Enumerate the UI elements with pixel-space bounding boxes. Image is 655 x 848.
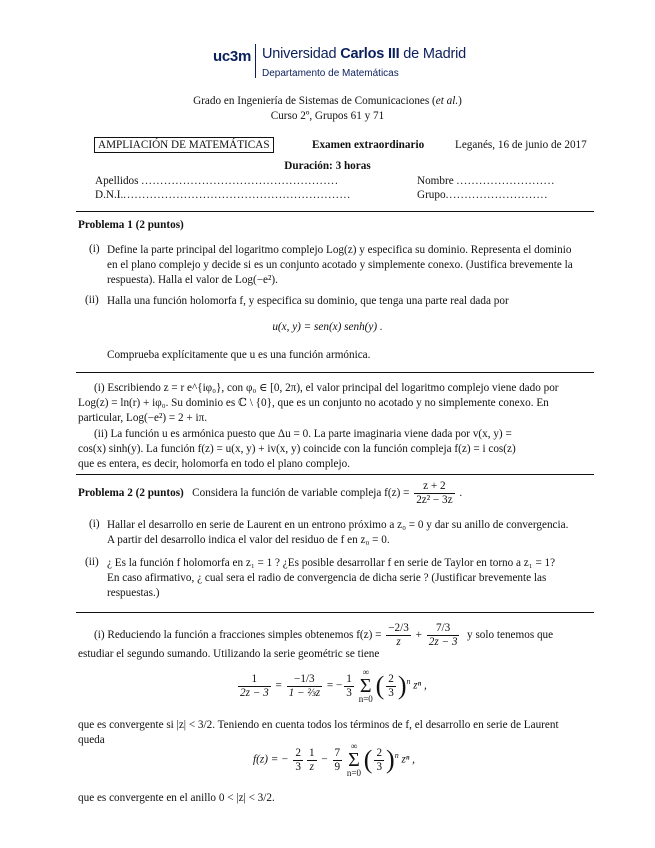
nombre-field: Nombre .......................... [417,175,556,187]
uc3m-logo: uc3m [213,48,251,65]
problem1-solution: (i) Escribiendo z = r e^{iφ₀}, con φ₀ ∈ [0, 2π), el valor principal del logaritmo complejo viene dado por Log(z) = ln(r) + iφ₀. Su dominio es ℂ \ {0}, que es un conjunto no acotado y no simplemente conexo. En particular, Log(−e²) = 2 + iπ. (ii) La función u es armónica puesto que Δu = 0. La parte imaginaria viene dada por v(x, y) = cos(x) sinh(y). La función f(z) = u(x, y) + iv(x, y) coincide con la función compleja f(z) = i cos(z) que es entera, es decir, holomorfa en todo el plano complejo. [78,382,559,470]
laurent-equation-2: f(z) = − $\frac{2}{3}$ $\frac{1}{z}$ − $\frac{7}{9}$ ∞ Σ n=0 ( $\frac{2}{3}$ )$^n$ zⁿ , [253,741,415,778]
problem1-ii-text: Halla una función holomorfa f, y especifica su dominio, que tenga una parte real dada por [107,295,509,307]
problem1-i-text: Define la parte principal del logaritmo complejo Log(z) y especifica su dominio. Representa el dominio en el plano complejo y decide si es un conjunto acotado y simplemente conexo. (Justifica brevemente la respuesta). Halla el valor de Log(−e²). [107,244,573,286]
dni-field: D.N.I............................................................. [95,189,352,201]
course-line: Curso 2º, Grupos 61 y 71 [270,110,385,122]
problem2-solution-c: que es convergente si |z| < 3/2. Teniendo en cuenta todos los términos de f, el desarrollo en serie de Laurent queda [78,719,559,746]
problem2-ii-label: (ii) [85,556,99,568]
subject-box: AMPLIACIÓN DE MATEMÁTICAS [94,137,274,153]
exam-type: Examen extraordinario [312,139,425,151]
problem2-function-fraction: $\frac{z + 2}{\text{2z² − 3z}}$ [416,480,453,506]
problem1-i-label: (i) [89,243,100,255]
degree-line: Grado en Ingeniería de Sistemas de Comunicaciones (et al.) [193,95,462,107]
problem1-ii-label: (ii) [85,294,99,306]
problem2-solution-e: que es convergente en el anillo 0 < |z| < 3/2. [78,792,275,804]
problem2-ii-text: ¿ Es la función f holomorfa en z₁ = 1 ? ¿Es posible desarrollar f en serie de Taylor en torno a z₁ = 1? En caso afirmativo, ¿ cual sera el radio de convergencia de dicha serie ? (Justificar brevemente las respuestas.) [107,557,556,599]
problem2-header: Problema 2 (2 puntos) Considera la función de variable compleja f(z) = $\frac{z + 2}{\text{2z² − 3z}}$ . [78,480,463,506]
problem1-check: Comprueba explícitamente que u es una función armónica. [107,349,371,361]
university-name: Universidad Carlos III de Madrid [262,46,466,62]
problem2-i-text: Hallar el desarrollo en serie de Laurent en un entrono próximo a z₀ = 0 y dar su anillo de convergencia. A partir del desarrollo indica el valor del residuo de f en z₀ = 0. [107,519,569,546]
duration: Duración: 3 horas [284,160,371,172]
problem2-solution-b: estudiar el segundo sumando. Utilizando la serie geométric se tiene [78,648,380,660]
divider [76,474,594,475]
problem2-i-label: (i) [89,518,100,530]
divider [76,372,594,373]
laurent-equation-1: $\frac{1}{2z - 3}$ = $\frac{-1/3}{\text{1 − ⅔z}}$ = − $\frac{1}{3}$ ∞ Σ n=0 ( $\frac{2}{3}$ )$^n$ zⁿ , [240,667,427,704]
apellidos-field: Apellidos .................................................... [95,175,339,187]
sum-symbol: ∞ Σ n=0 [358,667,373,704]
grupo-field: Grupo........................... [417,189,549,201]
problem1-title: Problema 1 (2 puntos) [78,219,184,231]
problem2-solution-a: (i) Reduciendo la función a fracciones simples obtenemos f(z) = $\frac{-2/3}{z}$ + $\frac{7/3}{2z - 3}$ y solo tenemos que [94,622,554,648]
sum-symbol: ∞ Σ n=0 [346,741,361,778]
logo-divider [255,44,256,78]
place-date: Leganés, 16 de junio de 2017 [455,139,587,151]
department-name: Departamento de Matemáticas [262,68,399,79]
problem1-formula: u(x, y) = sen(x) senh(y) . [272,321,383,333]
divider [76,211,594,212]
divider [76,612,594,613]
